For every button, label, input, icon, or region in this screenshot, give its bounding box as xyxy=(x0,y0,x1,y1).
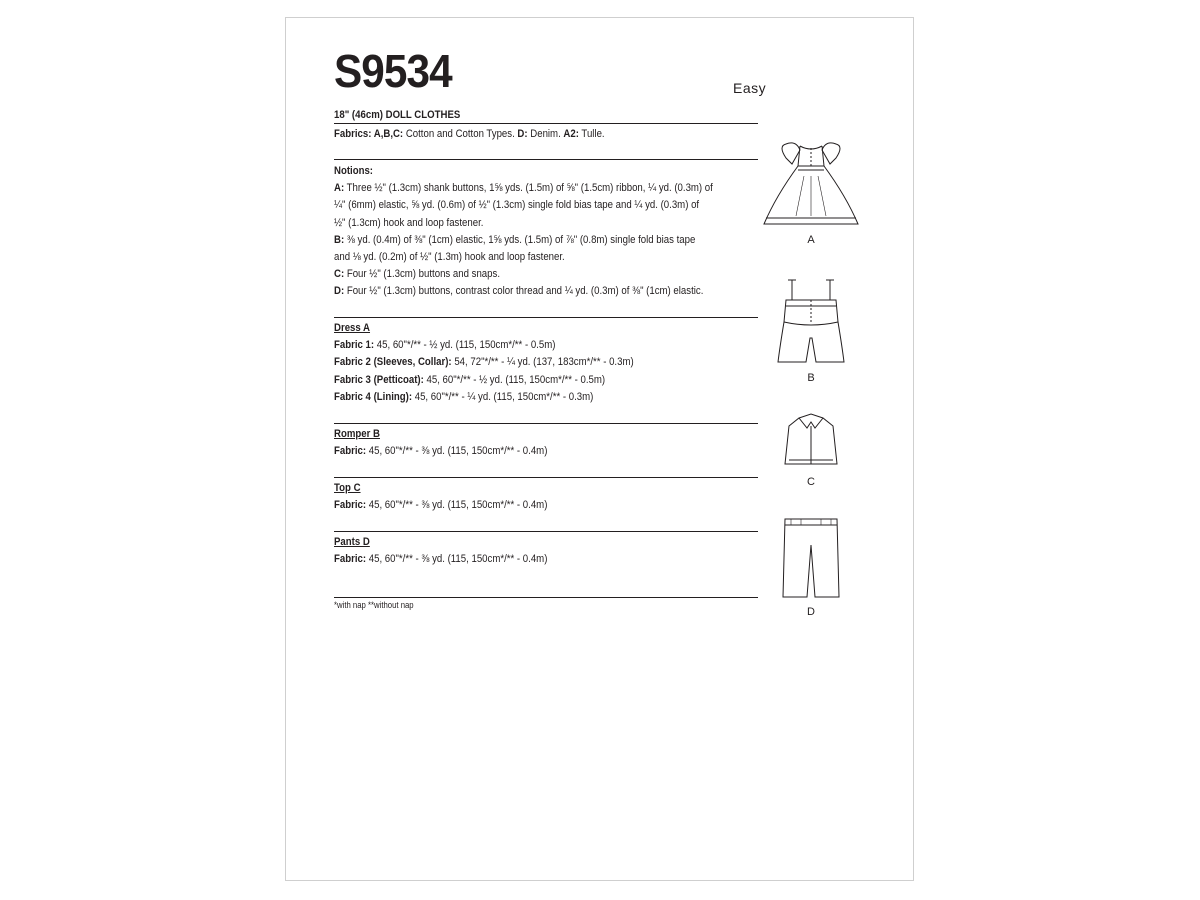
yardage-line: Fabric 1: 45, 60"*/** - ½ yd. (115, 150cm*/** - 0.5m) xyxy=(334,339,556,352)
difficulty-level: Easy xyxy=(733,80,767,96)
fabrics-text: Cotton and Cotton Types. xyxy=(405,128,515,140)
figure-label-b: B xyxy=(807,372,815,384)
notions-line: D: Four ½" (1.3cm) buttons, contrast color thread and ¼ yd. (0.3m) of ⅜" (1cm) elastic. xyxy=(334,285,704,298)
dress-a-heading: Dress A xyxy=(334,322,371,334)
divider xyxy=(334,159,758,160)
romper-b-heading: Romper B xyxy=(334,428,380,440)
yardage-line: Fabric: 45, 60"*/** - ⅜ yd. (115, 150cm*/** - 0.4m) xyxy=(334,499,548,512)
notions-line: and ⅛ yd. (0.2m) of ½" (1.3m) hook and loop fastener. xyxy=(334,251,565,264)
pants-d-illustration xyxy=(781,515,841,601)
footnote: *with nap **without nap xyxy=(334,600,414,610)
divider xyxy=(334,477,758,478)
notions-line: C: Four ½" (1.3cm) buttons and snaps. xyxy=(334,268,500,281)
notions-section xyxy=(334,163,713,301)
pattern-number: S9534 xyxy=(334,45,452,97)
notions-line: ¼" (6mm) elastic, ⅝ yd. (0.6m) of ½" (1.3cm) single fold bias tape and ¼ yd. (0.3m) of xyxy=(334,199,700,212)
pattern-title: 18" (46cm) DOLL CLOTHES xyxy=(334,109,461,121)
fabrics-a2-label: A2: xyxy=(563,128,579,140)
figure-label-a: A xyxy=(807,234,815,246)
pants-d-heading: Pants D xyxy=(334,536,370,548)
romper-b-illustration xyxy=(776,276,846,368)
fabrics-line xyxy=(334,126,605,143)
notions-line: B: ⅜ yd. (0.4m) of ⅜" (1cm) elastic, 1⅝ yds. (1.5m) of ⅞" (0.8m) single fold bias tape xyxy=(334,233,696,246)
figure-label-c: C xyxy=(807,476,815,488)
fabrics-d-text: Denim. xyxy=(530,128,561,140)
fabrics-d-label: D: xyxy=(517,128,528,140)
divider xyxy=(334,423,758,424)
notions-line: ½" (1.3cm) hook and loop fastener. xyxy=(334,216,484,229)
notions-heading: Notions: xyxy=(334,165,374,177)
divider xyxy=(334,597,758,598)
dress-a-illustration xyxy=(756,136,866,236)
yardage-line: Fabric 4 (Lining): 45, 60"*/** - ¼ yd. (115, 150cm*/** - 0.3m) xyxy=(334,390,594,403)
figure-label-d: D xyxy=(807,606,815,618)
top-c-illustration xyxy=(781,412,841,472)
yardage-line: Fabric: 45, 60"*/** - ⅜ yd. (115, 150cm*/** - 0.4m) xyxy=(334,553,548,566)
notions-line: A: Three ½" (1.3cm) shank buttons, 1⅝ yds. (1.5m) of ⅝" (1.5cm) ribbon, ¼ yd. (0.3m) of xyxy=(334,182,713,195)
romper-b-section xyxy=(334,426,547,460)
yardage-line: Fabric: 45, 60"*/** - ⅜ yd. (115, 150cm*/** - 0.4m) xyxy=(334,445,548,458)
yardage-line: Fabric 3 (Petticoat): 45, 60"*/** - ½ yd. (115, 150cm*/** - 0.5m) xyxy=(334,373,606,386)
fabrics-a2-text: Tulle. xyxy=(581,128,605,140)
pants-d-section xyxy=(334,534,547,568)
fabrics-label: Fabrics: A,B,C: xyxy=(334,128,404,140)
divider xyxy=(334,123,758,124)
dress-a-section xyxy=(334,320,634,406)
yardage-line: Fabric 2 (Sleeves, Collar): 54, 72"*/** - ¼ yd. (137, 183cm*/** - 0.3m) xyxy=(334,356,634,369)
pattern-envelope-back xyxy=(285,17,914,881)
top-c-section xyxy=(334,480,547,514)
divider xyxy=(334,317,758,318)
divider xyxy=(334,531,758,532)
top-c-heading: Top C xyxy=(334,482,361,494)
